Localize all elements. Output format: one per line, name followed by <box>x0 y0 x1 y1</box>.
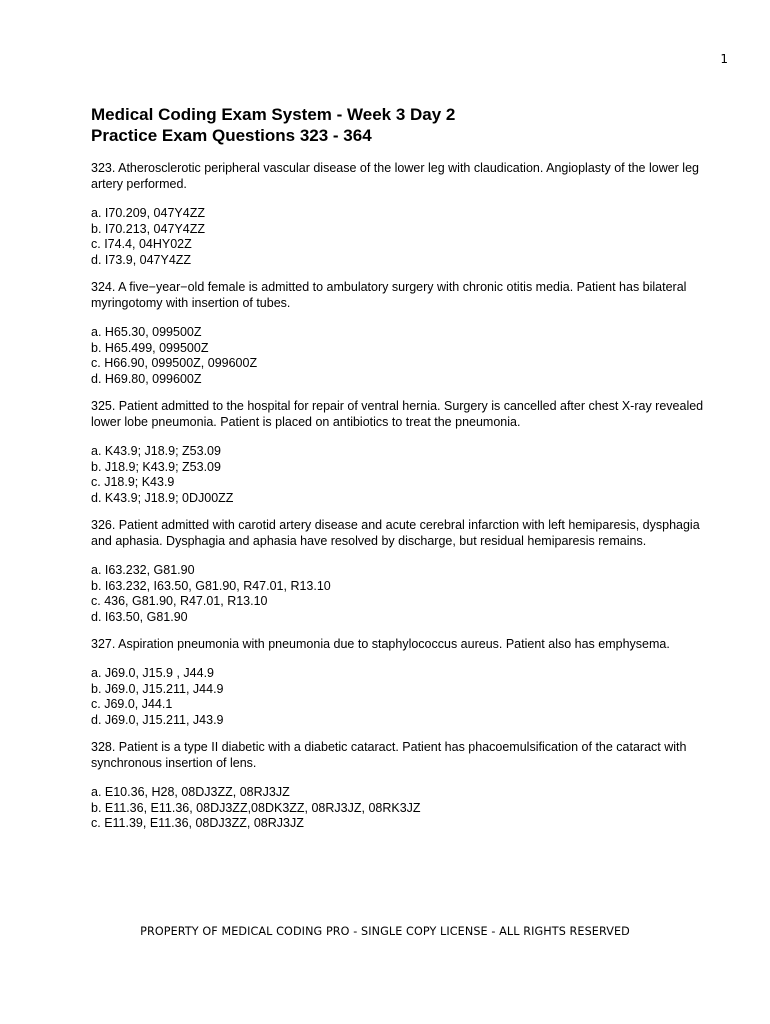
answer-option: c. 436, G81.90, R47.01, R13.10 <box>91 594 268 608</box>
question-list <box>91 160 711 832</box>
answer-option: a. I70.209, 047Y4ZZ <box>91 206 205 220</box>
answer-option: b. H65.499, 099500Z <box>91 340 209 355</box>
answer-option: a. E10.36, H28, 08DJ3ZZ, 08RJ3JZ <box>91 785 290 799</box>
answer-option: d. K43.9; J18.9; 0DJ00ZZ <box>91 490 234 505</box>
answer-option: c. H66.90, 099500Z, 099600Z <box>91 356 258 370</box>
answer-option: c. J18.9; K43.9 <box>91 475 175 489</box>
question-stem: 326. Patient admitted with carotid artery disease and acute cerebral infarction with left hemiparesis, dysphagia and aphasia. Dysphagia and aphasia have resolved by discharge, but residual hemiparesis remains. <box>91 518 700 548</box>
document-body <box>91 104 711 843</box>
answer-options <box>91 206 711 268</box>
answer-options <box>91 563 711 625</box>
question-325 <box>91 398 711 506</box>
answer-options <box>91 444 711 506</box>
question-stem: 325. Patient admitted to the hospital for repair of ventral hernia. Surgery is cancelled after chest X-ray revealed lower lobe pneumonia. Patient is placed on antibiotics to treat the pneumonia. <box>91 399 704 429</box>
answer-option: c. I74.4, 04HY02Z <box>91 237 192 251</box>
question-328 <box>91 739 711 832</box>
answer-option: a. H65.30, 099500Z <box>91 325 202 339</box>
question-327 <box>91 636 711 728</box>
answer-option: c. J69.0, J44.1 <box>91 697 173 711</box>
answer-option: d. I63.50, G81.90 <box>91 609 188 624</box>
answer-options <box>91 785 711 832</box>
answer-option: d. H69.80, 099600Z <box>91 371 202 386</box>
question-stem: 323. Atherosclerotic peripheral vascular disease of the lower leg with claudication. Angioplasty of the lower leg artery performed. <box>91 161 699 191</box>
answer-option: b. I70.213, 047Y4ZZ <box>91 221 205 236</box>
question-stem: 324. A five−year−old female is admitted to ambulatory surgery with chronic otitis media. Patient has bilateral myringotomy with insertion of tubes. <box>91 280 687 310</box>
question-stem: 327. Aspiration pneumonia with pneumonia due to staphylococcus aureus. Patient also has emphysema. <box>91 637 670 651</box>
question-324 <box>91 279 711 387</box>
question-326 <box>91 517 711 625</box>
answer-option: a. I63.232, G81.90 <box>91 563 195 577</box>
answer-option: a. K43.9; J18.9; Z53.09 <box>91 444 221 458</box>
answer-option: b. E11.36, E11.36, 08DJ3ZZ,08DK3ZZ, 08RJ3JZ, 08RK3JZ <box>91 800 421 815</box>
title-line-1: Medical Coding Exam System - Week 3 Day 2 <box>91 105 456 124</box>
page-footer: PROPERTY OF MEDICAL CODING PRO - SINGLE COPY LICENSE - ALL RIGHTS RESERVED <box>140 925 630 938</box>
answer-options <box>91 325 711 387</box>
document-title <box>91 104 711 146</box>
answer-option: c. E11.39, E11.36, 08DJ3ZZ, 08RJ3JZ <box>91 816 304 830</box>
answer-option: d. I73.9, 047Y4ZZ <box>91 252 192 267</box>
page-number: 1 <box>720 52 728 66</box>
answer-option: b. J18.9; K43.9; Z53.09 <box>91 459 221 474</box>
answer-option: a. J69.0, J15.9 , J44.9 <box>91 666 214 680</box>
answer-option: b. J69.0, J15.211, J44.9 <box>91 681 224 696</box>
answer-option: d. J69.0, J15.211, J43.9 <box>91 712 224 727</box>
answer-options <box>91 666 711 728</box>
question-stem: 328. Patient is a type II diabetic with a diabetic cataract. Patient has phacoemulsification of the cataract with synchronous insertion of lens. <box>91 740 687 770</box>
title-line-2: Practice Exam Questions 323 - 364 <box>91 126 372 145</box>
question-323 <box>91 160 711 268</box>
answer-option: b. I63.232, I63.50, G81.90, R47.01, R13.10 <box>91 578 331 593</box>
